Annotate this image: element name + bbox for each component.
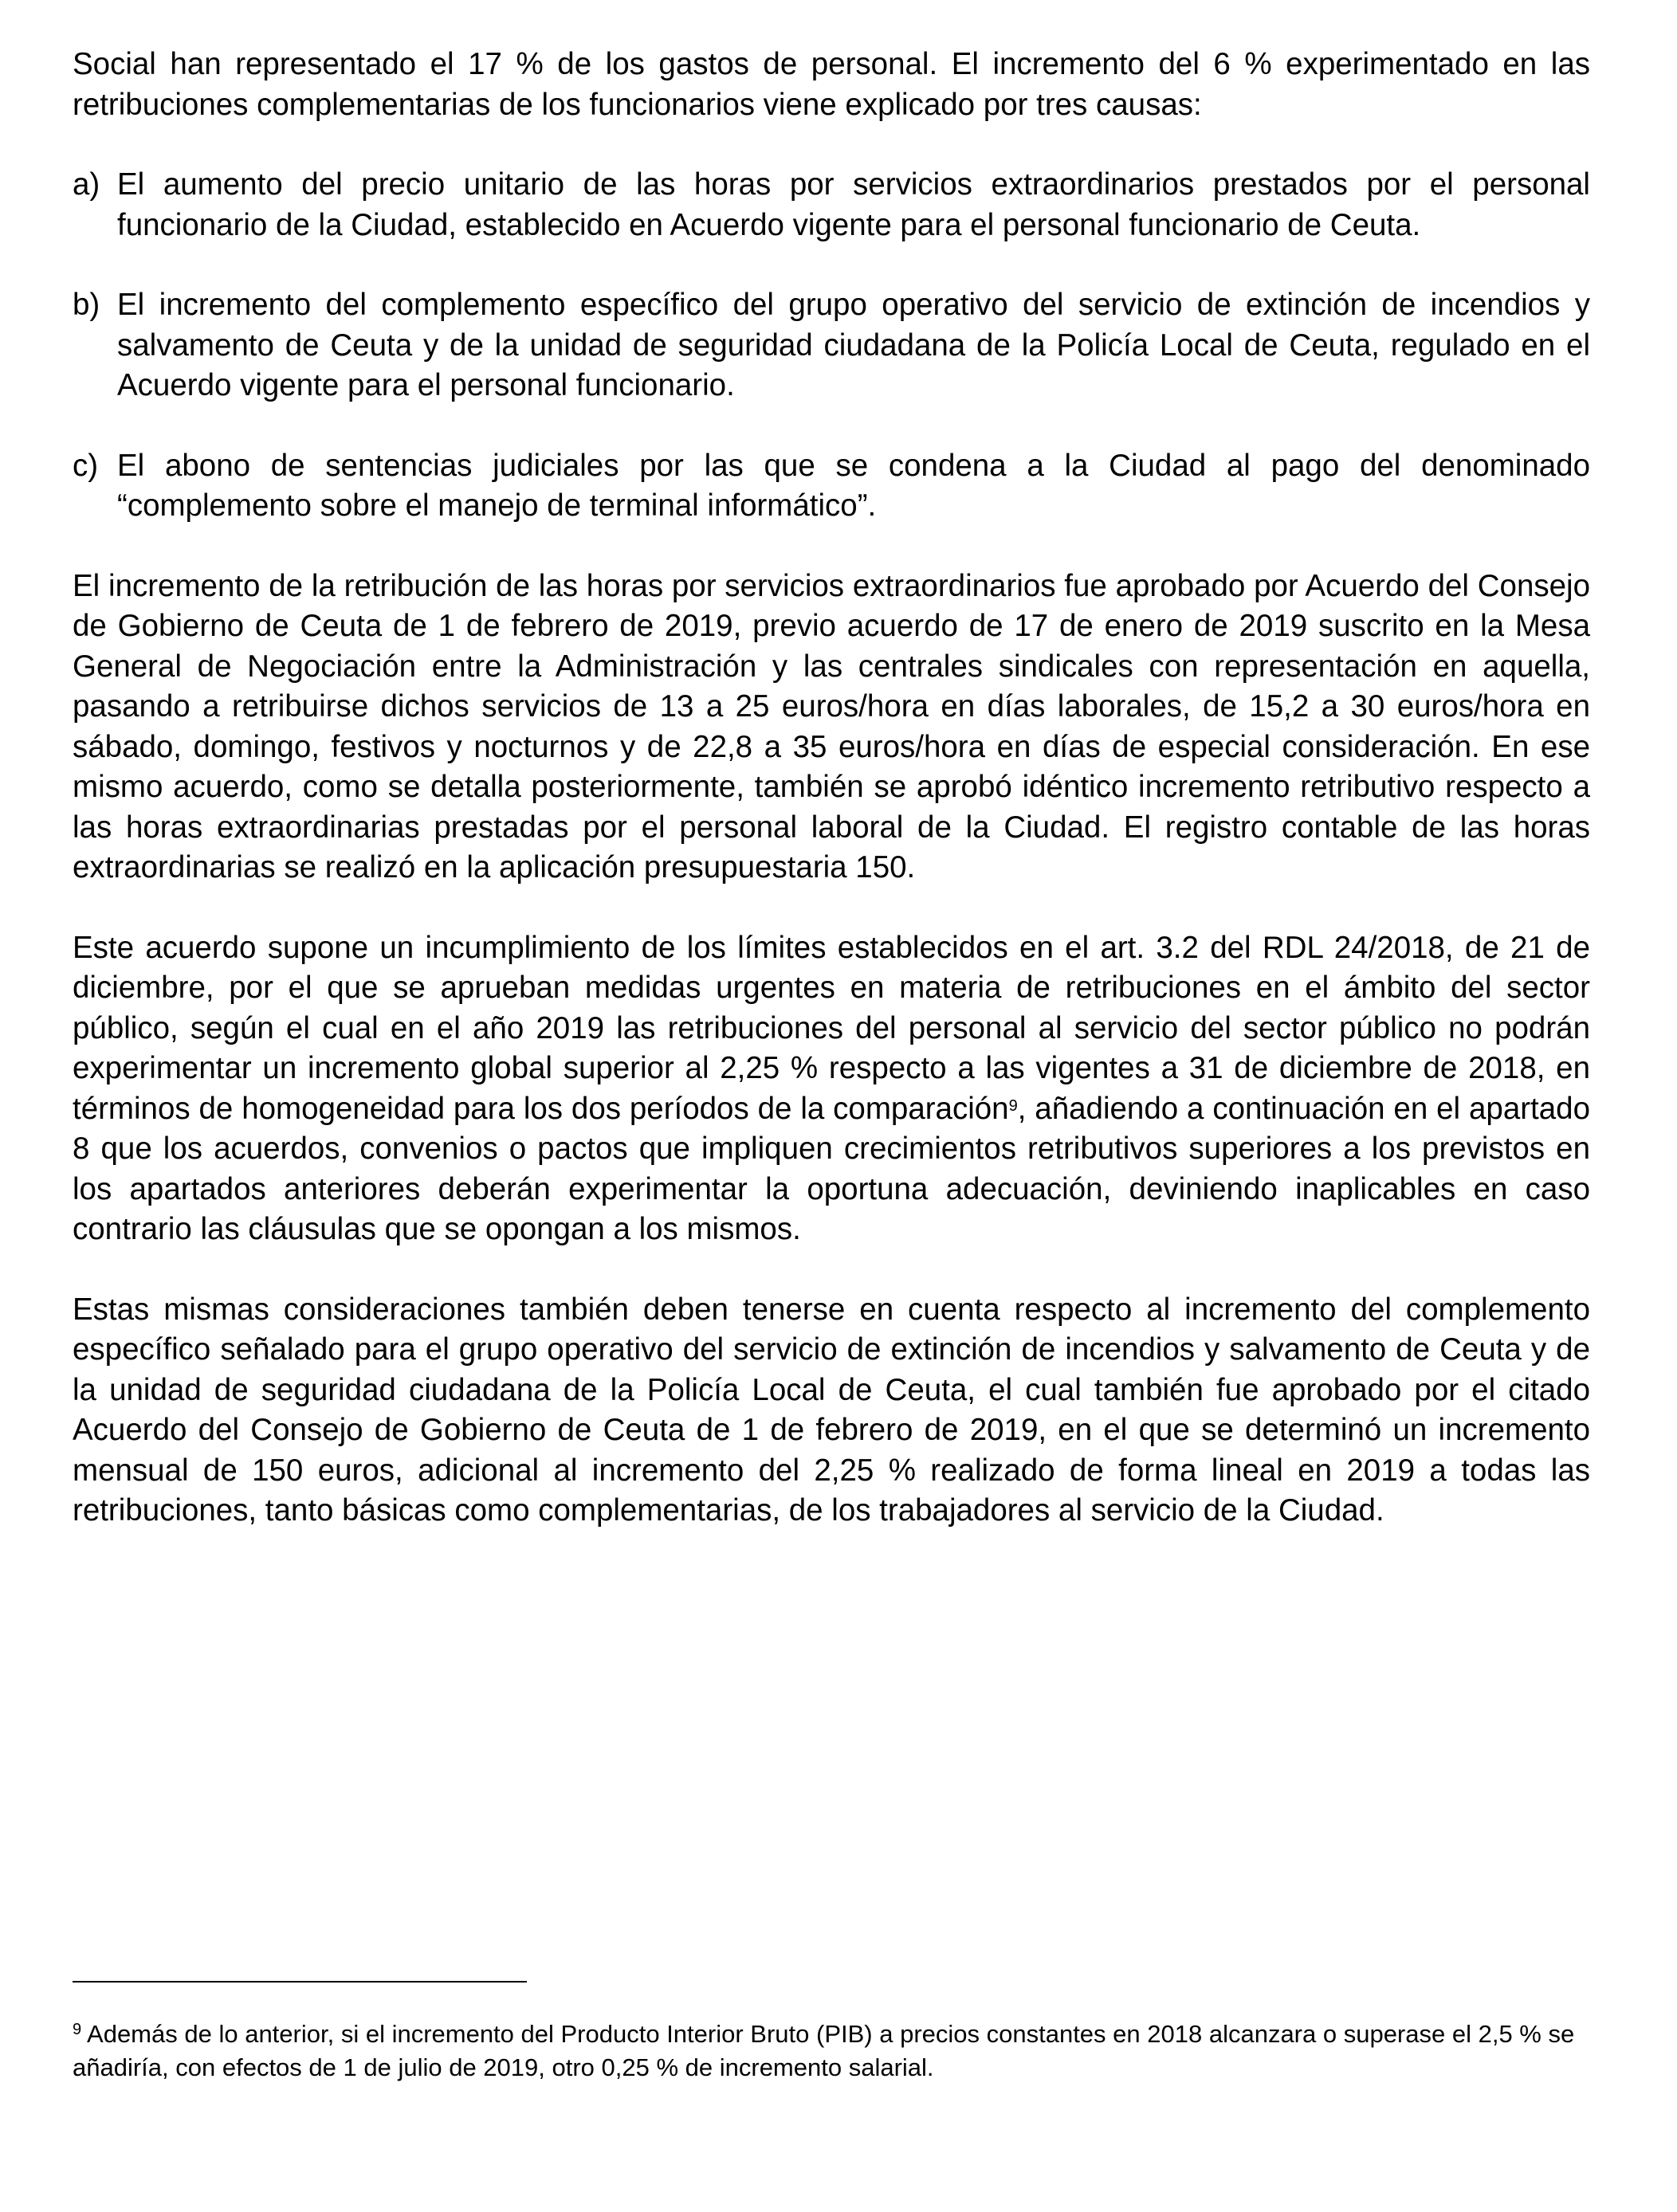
footnote-text: Además de lo anterior, si el incremento del Producto Interior Bruto (PIB) a precios constantes en 2018 alcanzara o superase el 2,5 % se añadiría, con efectos de 1 de julio de 2019, otro 0,25 % de incremento salarial. [73, 2020, 1575, 2081]
list-marker-c: c) [73, 448, 99, 483]
paragraph-horas-extraordinarias: El incremento de la retribución de las horas por servicios extraordinarios fue aprobado por Acuerdo del Consejo de Gobierno de Ceuta de 1 de febrero de 2019, previo acuerdo de 17 de enero de 2019 suscrito en la Mesa General de Negociación entre la Administración y las centrales sindicales con representación en aquella, pasando a retribuirse dichos servicios de 13 a 25 euros/hora en días laborales, de 15,2 a 30 euros/hora en sábado, domingo, festivos y nocturnos y de 22,8 a 35 euros/hora en días de especial consideración. En ese mismo acuerdo, como se detalla posteriormente, también se aprobó idéntico incremento retributivo respecto a las horas extraordinarias prestadas por el personal laboral de la Ciudad. El registro contable de las horas extraordinarias se realizó en la aplicación presupuestaria 150. [73, 568, 1590, 884]
list-marker-a: a) [73, 167, 100, 202]
list-item-c [73, 446, 1590, 527]
document-page [73, 45, 1590, 1571]
paragraph-incumplimiento-text-2: , añadiendo a continuación en el apartado 8 que los acuerdos, convenios o pactos que impliquen crecimientos retributivos superiores a los previstos en los apartados anteriores deberán experimentar la oportuna adecuación, deviniendo inaplicables en caso contrario las cláusulas que se opongan a los mismos. [73, 1091, 1590, 1246]
footnote-divider [73, 1981, 527, 1983]
footnote-reference[interactable]: 9 [1008, 1096, 1018, 1115]
footnote [73, 2018, 1590, 2085]
intro-paragraph: Social han representado el 17 % de los gastos de personal. El incremento del 6 % experimentado en las retribuciones complementarias de los funcionarios viene explicado por tres causas: [73, 47, 1590, 122]
list-text-b: El incremento del complemento específico del grupo operativo del servicio de extinción de incendios y salvamento de Ceuta y de la unidad de seguridad ciudadana de la Policía Local de Ceuta, regulado en el Acuerdo vigente para el personal funcionario. [117, 288, 1590, 402]
paragraph-consideraciones: Estas mismas consideraciones también deben tenerse en cuenta respecto al incremento del complemento específico señalado para el grupo operativo del servicio de extinción de incendios y salvamento de Ceuta y de la unidad de seguridad ciudadana de la Policía Local de Ceuta, el cual también fue aprobado por el citado Acuerdo del Consejo de Gobierno de Ceuta de 1 de febrero de 2019, en el que se determinó un incremento mensual de 150 euros, adicional al incremento del 2,25 % realizado de forma lineal en 2019 a todas las retribuciones, tanto básicas como complementarias, de los trabajadores al servicio de la Ciudad. [73, 1292, 1590, 1528]
list-marker-b: b) [73, 288, 100, 322]
paragraph-incumplimiento-text-1: Este acuerdo supone un incumplimiento de los límites establecidos en el art. 3.2 del RDL 24/2018, de 21 de diciembre, por el que se aprueban medidas urgentes en materia de retribuciones en el ámbito del sector público, según el cual en el año 2019 las retribuciones del personal al servicio del sector público no podrán experimentar un incremento global superior al 2,25 % respecto a las vigentes a 31 de diciembre de 2018, en términos de homogeneidad para los dos períodos de la comparación [73, 930, 1590, 1126]
list-text-a: El aumento del precio unitario de las horas por servicios extraordinarios prestados por el personal funcionario de la Ciudad, establecido en Acuerdo vigente para el personal funcionario de Ceuta. [117, 167, 1590, 242]
footnote-number: 9 [73, 2021, 82, 2038]
list-text-c: El abono de sentencias judiciales por las que se condena a la Ciudad al pago del denominado “complemento sobre el manejo de terminal informático”. [117, 448, 1590, 523]
list-item-b [73, 285, 1590, 406]
list-item-a [73, 165, 1590, 245]
paragraph-incumplimiento [73, 928, 1590, 1250]
